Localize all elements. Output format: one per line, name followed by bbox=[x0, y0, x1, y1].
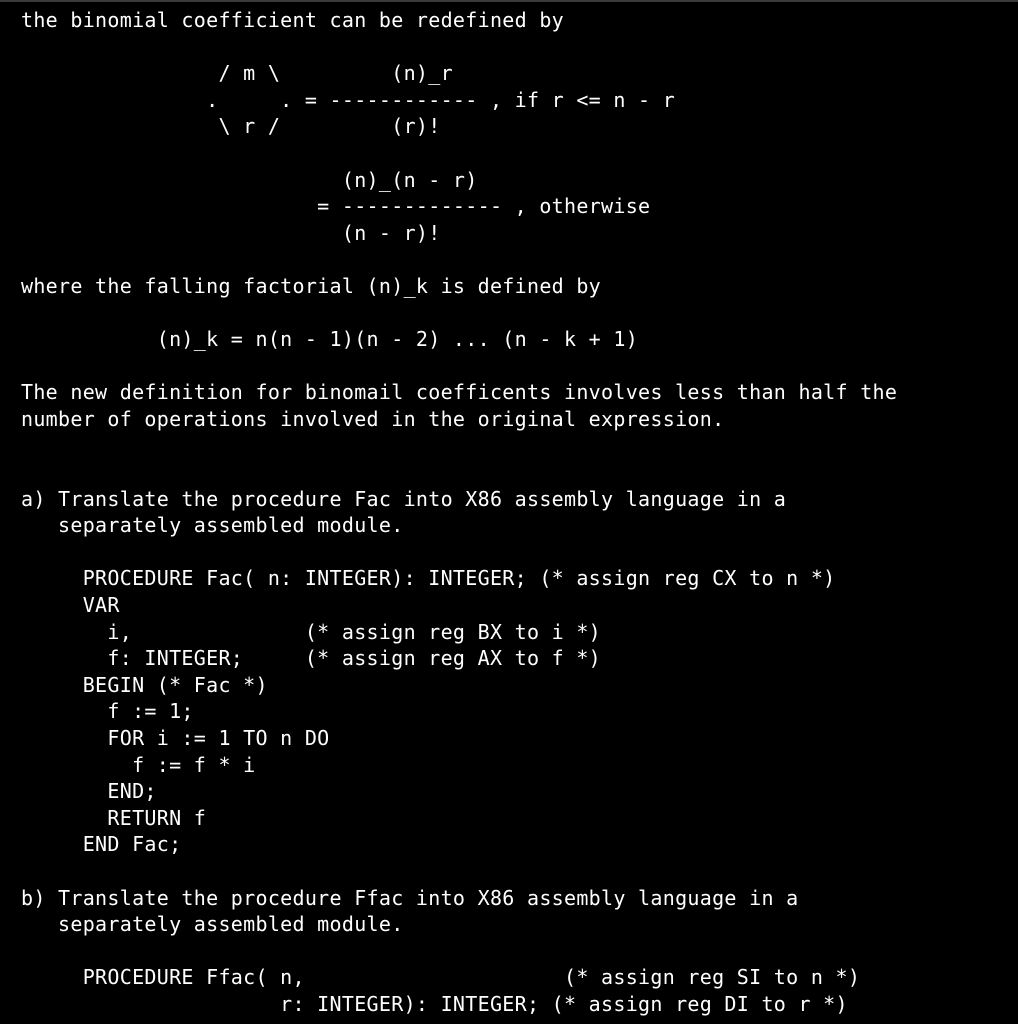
text-line bbox=[21, 433, 897, 460]
text-line bbox=[21, 858, 897, 885]
text-line: BEGIN (* Fac *) bbox=[21, 672, 268, 697]
text-line: the binomial coefficient can be redefined by bbox=[21, 8, 565, 32]
text-line bbox=[21, 539, 897, 566]
text-line: PROCEDURE Ffac( n, (* assign reg SI to n *) bbox=[21, 965, 861, 990]
text-line bbox=[21, 140, 897, 167]
text-line: i, (* assign reg BX to i *) bbox=[21, 619, 602, 644]
text-line: PROCEDURE Fac( n: INTEGER): INTEGER; (* assign reg CX to n *) bbox=[21, 566, 836, 591]
text-line: where the falling factorial (n)_k is defined by bbox=[21, 273, 602, 298]
document-text bbox=[21, 7, 897, 1018]
text-line: number of operations involved in the original expression. bbox=[21, 406, 725, 431]
text-line bbox=[21, 938, 897, 965]
text-line: f: INTEGER; (* assign reg AX to f *) bbox=[21, 646, 602, 671]
text-line: VAR bbox=[21, 593, 120, 618]
text-line: \ r / (r)! bbox=[21, 114, 441, 139]
text-line: (n)_(n - r) bbox=[21, 167, 478, 192]
text-line: separately assembled module. bbox=[21, 513, 404, 538]
text-line bbox=[21, 300, 897, 327]
text-line: a) Translate the procedure Fac into X86 assembly language in a bbox=[21, 486, 787, 511]
top-border bbox=[0, 0, 1018, 2]
text-line: RETURN f bbox=[21, 805, 207, 830]
text-line: END Fac; bbox=[21, 832, 182, 857]
text-line: f := f * i bbox=[21, 752, 256, 777]
text-line: END; bbox=[21, 779, 157, 804]
text-line: The new definition for binomail coefficents involves less than half the bbox=[21, 380, 898, 405]
text-line: (n)_k = n(n - 1)(n - 2) ... (n - k + 1) bbox=[21, 327, 639, 352]
text-line bbox=[21, 353, 897, 380]
text-line bbox=[21, 459, 897, 486]
text-line: (n - r)! bbox=[21, 220, 441, 245]
text-line: f := 1; bbox=[21, 699, 194, 724]
text-line: = ------------- , otherwise bbox=[21, 194, 651, 219]
text-line: r: INTEGER): INTEGER; (* assign reg DI to r *) bbox=[21, 991, 848, 1016]
text-line bbox=[21, 246, 897, 273]
text-line: b) Translate the procedure Ffac into X86 assembly language in a bbox=[21, 885, 799, 910]
text-line: . . = ------------ , if r <= n - r bbox=[21, 87, 676, 112]
text-line bbox=[21, 34, 897, 61]
text-line: FOR i := 1 TO n DO bbox=[21, 726, 330, 751]
text-line: separately assembled module. bbox=[21, 912, 404, 937]
text-line: / m \ (n)_r bbox=[21, 61, 453, 86]
